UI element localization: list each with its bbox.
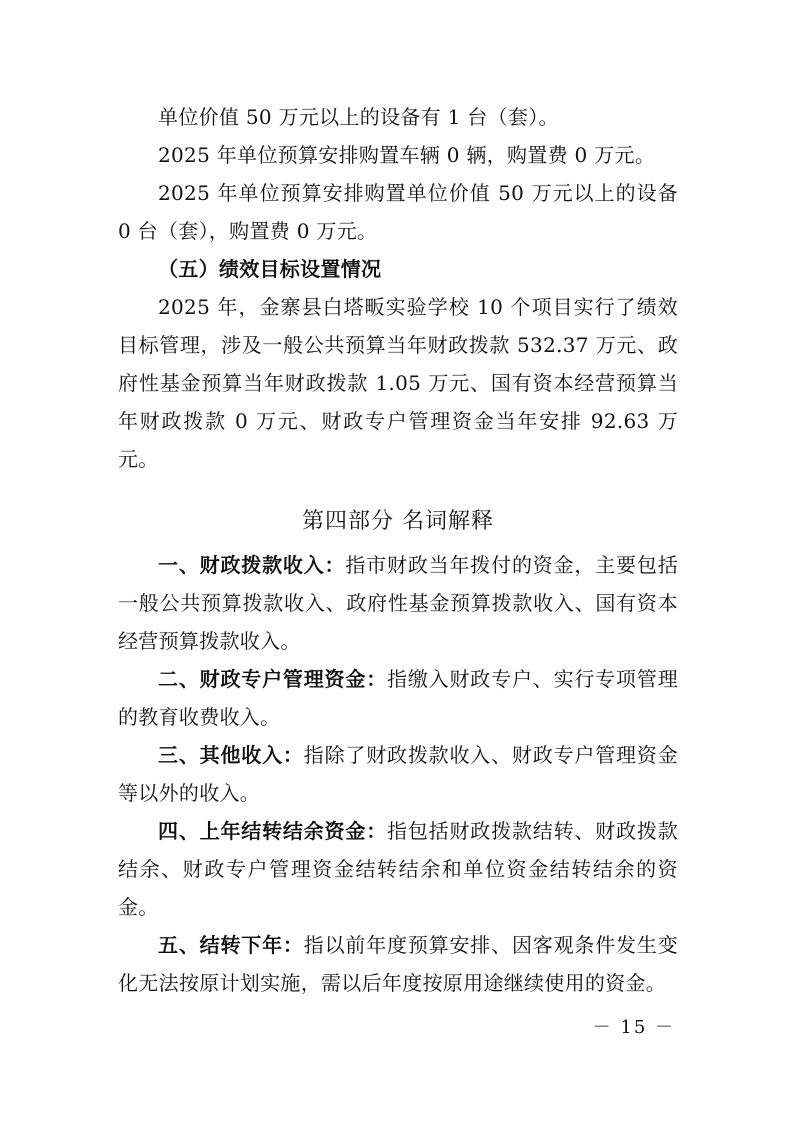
- definition-term: 一、财政拨款收入：: [158, 553, 346, 577]
- definition-term: 三、其他收入：: [158, 743, 304, 767]
- performance-paragraph: 2025 年，金寨县白塔畈实验学校 10 个项目实行了绩效目标管理，涉及一般公共预算当年财政拨款 532.37 万元、政府性基金预算当年财政拨款 1.05 万元、国有资本经营预算当年财政拨款 0 万元、财政专户管理资金当年安排 92.63 万元。: [118, 295, 678, 471]
- page-number: － 15 －: [592, 1017, 675, 1038]
- definition-text: 指以前年度预算安排、因客观条件发生变化无法按原计划实施，需以后年度按原用途继续使用的资金。: [118, 933, 678, 995]
- equipment-budget-paragraph: 2025 年单位预算安排购置单位价值 50 万元以上的设备 0 台（套），购置费 0 万元。: [118, 181, 678, 243]
- definition-item: [118, 736, 678, 812]
- definition-term: 四、上年结转结余资金：: [158, 819, 388, 843]
- vehicle-budget-paragraph: 2025 年单位预算安排购置车辆 0 辆，购置费 0 万元。: [158, 143, 656, 167]
- page-content: [118, 98, 678, 1002]
- definition-text: 指市财政当年拨付的资金，主要包括一般公共预算拨款收入、政府性基金预算拨款收入、国有资本经营预算拨款收入。: [118, 553, 678, 653]
- definition-text: 指包括财政拨款结转、财政拨款结余、财政专户管理资金结转结余和单位资金结转结余的资金。: [118, 819, 678, 919]
- definition-item: [118, 926, 678, 1002]
- definition-item: [118, 546, 678, 660]
- definition-term: 二、财政专户管理资金：: [158, 667, 388, 691]
- definition-item: [118, 812, 678, 926]
- performance-heading: （五）绩效目标设置情况: [158, 257, 382, 281]
- definition-text: 指缴入财政专户、实行专项管理的教育收费收入。: [118, 667, 678, 729]
- definition-term: 五、结转下年：: [158, 933, 304, 957]
- equipment-count-paragraph: 单位价值 50 万元以上的设备有 1 台（套）。: [158, 105, 559, 129]
- section-title: 第四部分 名词解释: [302, 509, 494, 534]
- definition-text: 指除了财政拨款收入、财政专户管理资金等以外的收入。: [118, 743, 678, 805]
- definition-item: [118, 660, 678, 736]
